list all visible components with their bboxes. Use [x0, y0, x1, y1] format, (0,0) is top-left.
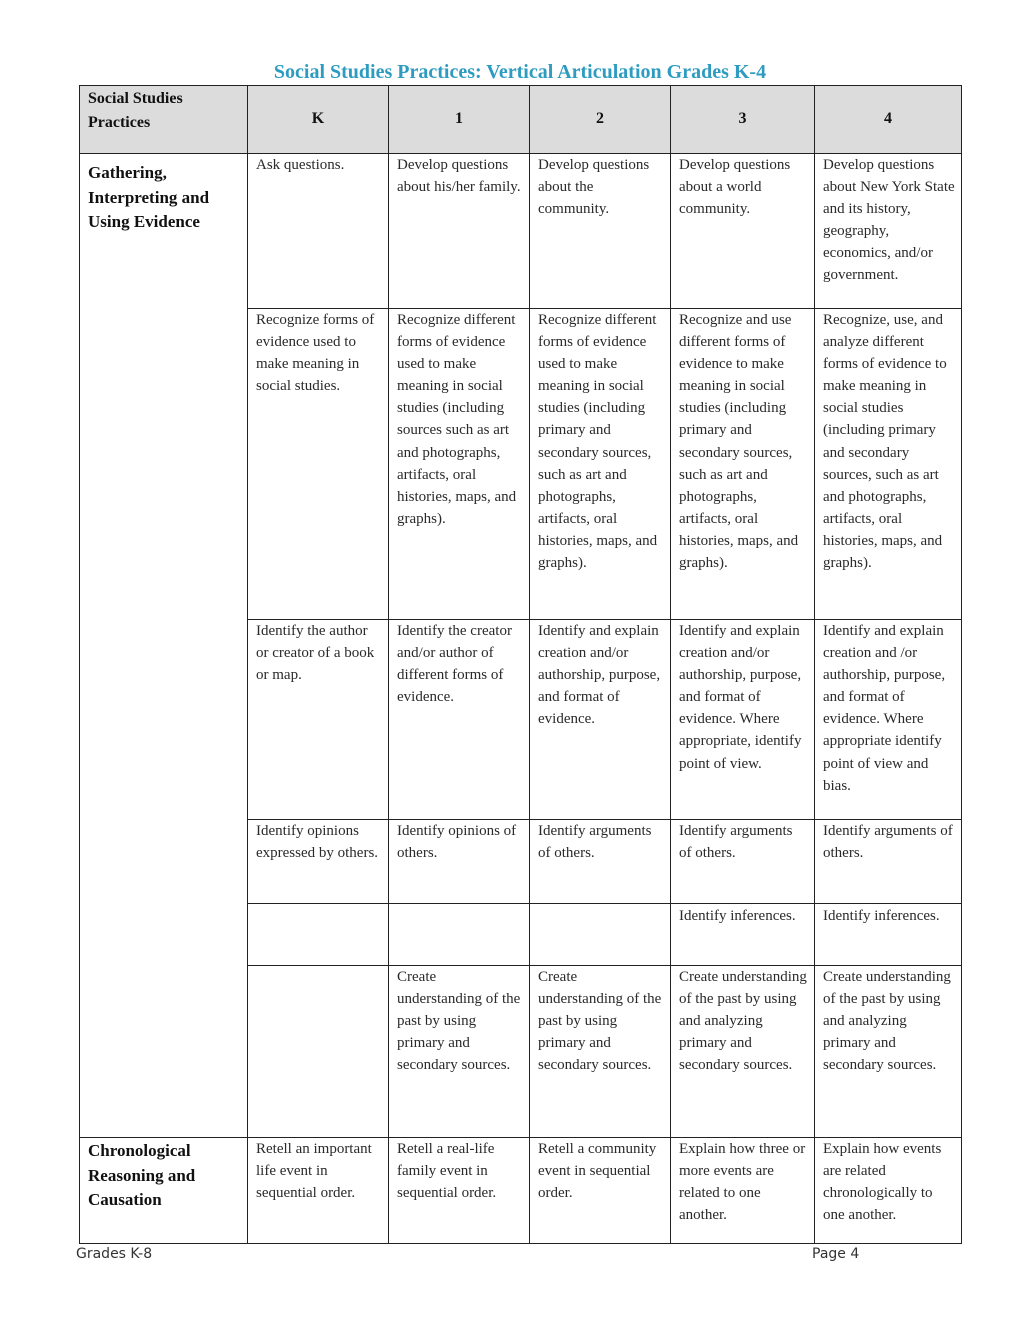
table-cell: Identify and explain creation and /or authorship, purpose, and format of evidence. Where appropriate identify point of view and bias.: [815, 620, 962, 820]
table-cell: Develop questions about his/her family.: [389, 154, 530, 309]
table-cell: Retell a real-life family event in sequential order.: [389, 1138, 530, 1244]
table-cell: Explain how three or more events are related to one another.: [671, 1138, 815, 1244]
grade-4-header: 4: [815, 86, 962, 154]
table-cell: Create understanding of the past by using primary and secondary sources.: [389, 966, 530, 1138]
table-cell: Ask questions.: [248, 154, 389, 309]
table-row: [80, 820, 962, 904]
table-cell: Identify opinions of others.: [389, 820, 530, 904]
practice-label-empty: [80, 904, 248, 966]
table-header-row: [80, 86, 962, 154]
table-row: [80, 309, 962, 620]
footer-grades: Grades K-8: [76, 1246, 153, 1262]
grade-k-header: K: [248, 86, 389, 154]
grade-3-header: 3: [671, 86, 815, 154]
table-cell: Identify and explain creation and/or authorship, purpose, and format of evidence.: [530, 620, 671, 820]
practice-label-gathering: Gathering, Interpreting and Using Evidence: [80, 154, 248, 309]
page-title: Social Studies Practices: Vertical Articulation Grades K-4: [273, 61, 767, 83]
table-cell: Retell an important life event in sequential order.: [248, 1138, 389, 1244]
table-cell: Identify arguments of others.: [671, 820, 815, 904]
practice-label-empty: [80, 966, 248, 1138]
table-cell: [389, 904, 530, 966]
table-cell: Recognize different forms of evidence used to make meaning in social studies (including sources such as art and photographs, artifacts, oral histories, maps, and graphs).: [389, 309, 530, 620]
table-cell: Identify arguments of others.: [530, 820, 671, 904]
table-row: [80, 904, 962, 966]
practice-label-chronological: Chronological Reasoning and Causation: [80, 1138, 248, 1244]
table-row: [80, 154, 962, 309]
grade-1-header: 1: [389, 86, 530, 154]
footer-page-number: Page 4: [812, 1246, 860, 1262]
table-cell: Create understanding of the past by using primary and secondary sources.: [530, 966, 671, 1138]
table-cell: [248, 904, 389, 966]
table-cell: Recognize, use, and analyze different forms of evidence to make meaning in social studies (including primary and secondary sources, such as art and photographs, artifacts, oral histories, maps, and graphs).: [815, 309, 962, 620]
table-cell: Recognize different forms of evidence used to make meaning in social studies (including primary and secondary sources, such as art and photographs, artifacts, oral histories, maps, and graphs).: [530, 309, 671, 620]
table-cell: Identify and explain creation and/or authorship, purpose, and format of evidence. Where appropriate, identify point of view.: [671, 620, 815, 820]
articulation-table: [79, 85, 962, 1244]
table-cell: Identify inferences.: [671, 904, 815, 966]
table-cell: Develop questions about the community.: [530, 154, 671, 309]
practice-label-empty: [80, 820, 248, 904]
table-cell: Identify inferences.: [815, 904, 962, 966]
table-cell: Identify the creator and/or author of different forms of evidence.: [389, 620, 530, 820]
table-cell: Identify opinions expressed by others.: [248, 820, 389, 904]
table-cell: Recognize and use different forms of evidence to make meaning in social studies (including primary and secondary sources, such as art and photographs, artifacts, oral histories, maps, and graphs).: [671, 309, 815, 620]
table-cell: Explain how events are related chronologically to one another.: [815, 1138, 962, 1244]
practice-label-empty: [80, 309, 248, 620]
table-row: [80, 966, 962, 1138]
table-cell: Create understanding of the past by using and analyzing primary and secondary sources.: [671, 966, 815, 1138]
practices-column-header: Social Studies Practices: [80, 86, 248, 154]
table-cell: [530, 904, 671, 966]
table-cell: Identify arguments of others.: [815, 820, 962, 904]
table-cell: Recognize forms of evidence used to make meaning in social studies.: [248, 309, 389, 620]
table-cell: [248, 966, 389, 1138]
table-cell: Create understanding of the past by using and analyzing primary and secondary sources.: [815, 966, 962, 1138]
table-cell: Retell a community event in sequential order.: [530, 1138, 671, 1244]
table-row: [80, 1138, 962, 1244]
table-cell: Develop questions about New York State and its history, geography, economics, and/or government.: [815, 154, 962, 309]
table-cell: Develop questions about a world community.: [671, 154, 815, 309]
table-row: [80, 620, 962, 820]
table-cell: Identify the author or creator of a book or map.: [248, 620, 389, 820]
practice-label-empty: [80, 620, 248, 820]
grade-2-header: 2: [530, 86, 671, 154]
